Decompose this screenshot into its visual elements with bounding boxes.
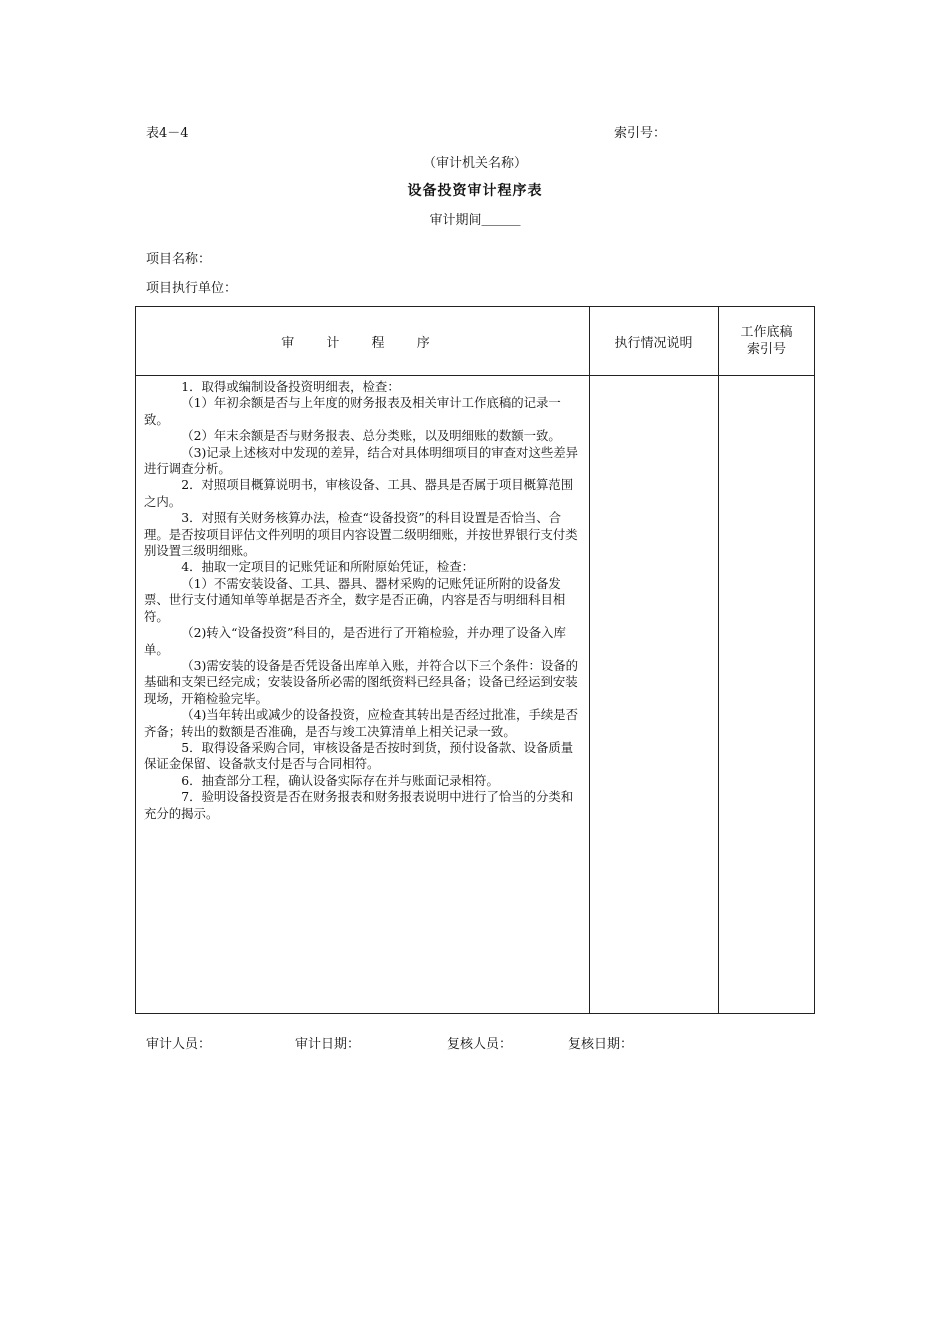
table-number: 表4－4	[146, 126, 189, 141]
document-title: 设备投资审计程序表	[407, 183, 543, 199]
procedure-item: 3．对照有关财务核算办法，检查“设备投资”的科目设置是否恰当、合理。是否按项目评估文件列明的项目内容设置二级明细账，并按世界银行支付类别设置三级明细账。	[144, 510, 578, 559]
auditor-label: 审计人员：	[146, 1037, 212, 1052]
procedure-item: 1．取得或编制设备投资明细表，检查：	[181, 379, 400, 394]
header-divider	[136, 375, 814, 376]
project-name-label: 项目名称：	[146, 252, 212, 267]
procedure-item: （1）年初余额是否与上年度的财务报表及相关审计工作底稿的记录一致。	[144, 395, 561, 427]
index-number-label: 索引号：	[614, 126, 667, 141]
header-workpaper-ref-line2: 索引号	[746, 342, 786, 357]
procedure-item: （2)转入“设备投资”科目的，是否进行了开箱检验，并办理了设备入库单。	[144, 625, 566, 657]
header-execution-notes: 执行情况说明	[614, 335, 693, 351]
procedure-item: 6．抽查部分工程，确认设备实际存在并与账面记录相符。	[181, 772, 499, 788]
header-workpaper-ref	[718, 307, 815, 375]
procedure-item: （4)当年转出或减少的设备投资，应检查其转出是否经过批准，手续是否齐备；转出的数额是否准确，是否与竣工决算清单上相关记录一致。	[144, 707, 579, 739]
procedure-item: 4．抽取一定项目的记账凭证和所附原始凭证，检查：	[181, 559, 475, 575]
audit-organization-name: （审计机关名称）	[422, 156, 527, 171]
audit-date-label: 审计日期：	[295, 1037, 361, 1052]
review-date-label: 复核日期：	[568, 1037, 634, 1052]
procedure-item: 7．验明设备投资是否在财务报表和财务报表说明中进行了恰当的分类和充分的揭示。	[144, 789, 574, 821]
procedure-item: （2）年末余额是否与财务报表、总分类账，以及明细账的数额一致。	[181, 428, 561, 444]
reviewer-label: 复核人员：	[447, 1037, 513, 1052]
header-audit-procedure: 审 计 程 序	[281, 335, 444, 351]
audit-procedure-table	[135, 306, 815, 1014]
column-divider	[589, 307, 590, 1013]
project-unit-label: 项目执行单位：	[146, 281, 238, 296]
header-workpaper-ref-line1: 工作底稿	[740, 325, 793, 340]
procedure-item: （3)记录上述核对中发现的差异，结合对具体明细项目的审查对这些差异进行调查分析。	[144, 444, 579, 477]
audit-period: 审计期间＿＿＿	[429, 213, 521, 228]
procedure-list	[144, 379, 584, 822]
procedure-item: 2．对照项目概算说明书，审核设备、工具、器具是否属于项目概算范围之内。	[144, 477, 574, 509]
procedure-item: 5．取得设备采购合同，审核设备是否按时到货，预付设备款、设备质量保证金保留、设备款支付是否与合同相符。	[144, 739, 574, 772]
procedure-item: （1）不需安装设备、工具、器具、器材采购的记账凭证所附的设备发票、世行支付通知单等单据是否齐全，数字是否正确，内容是否与明细科目相符。	[144, 575, 566, 624]
procedure-item: （3)需安装的设备是否凭设备出库单入账，并符合以下三个条件：设备的基础和支架已经完成；安装设备所必需的图纸资料已经具备；设备已经运到安装现场，开箱检验完毕。	[144, 657, 579, 706]
column-divider	[718, 307, 719, 1013]
